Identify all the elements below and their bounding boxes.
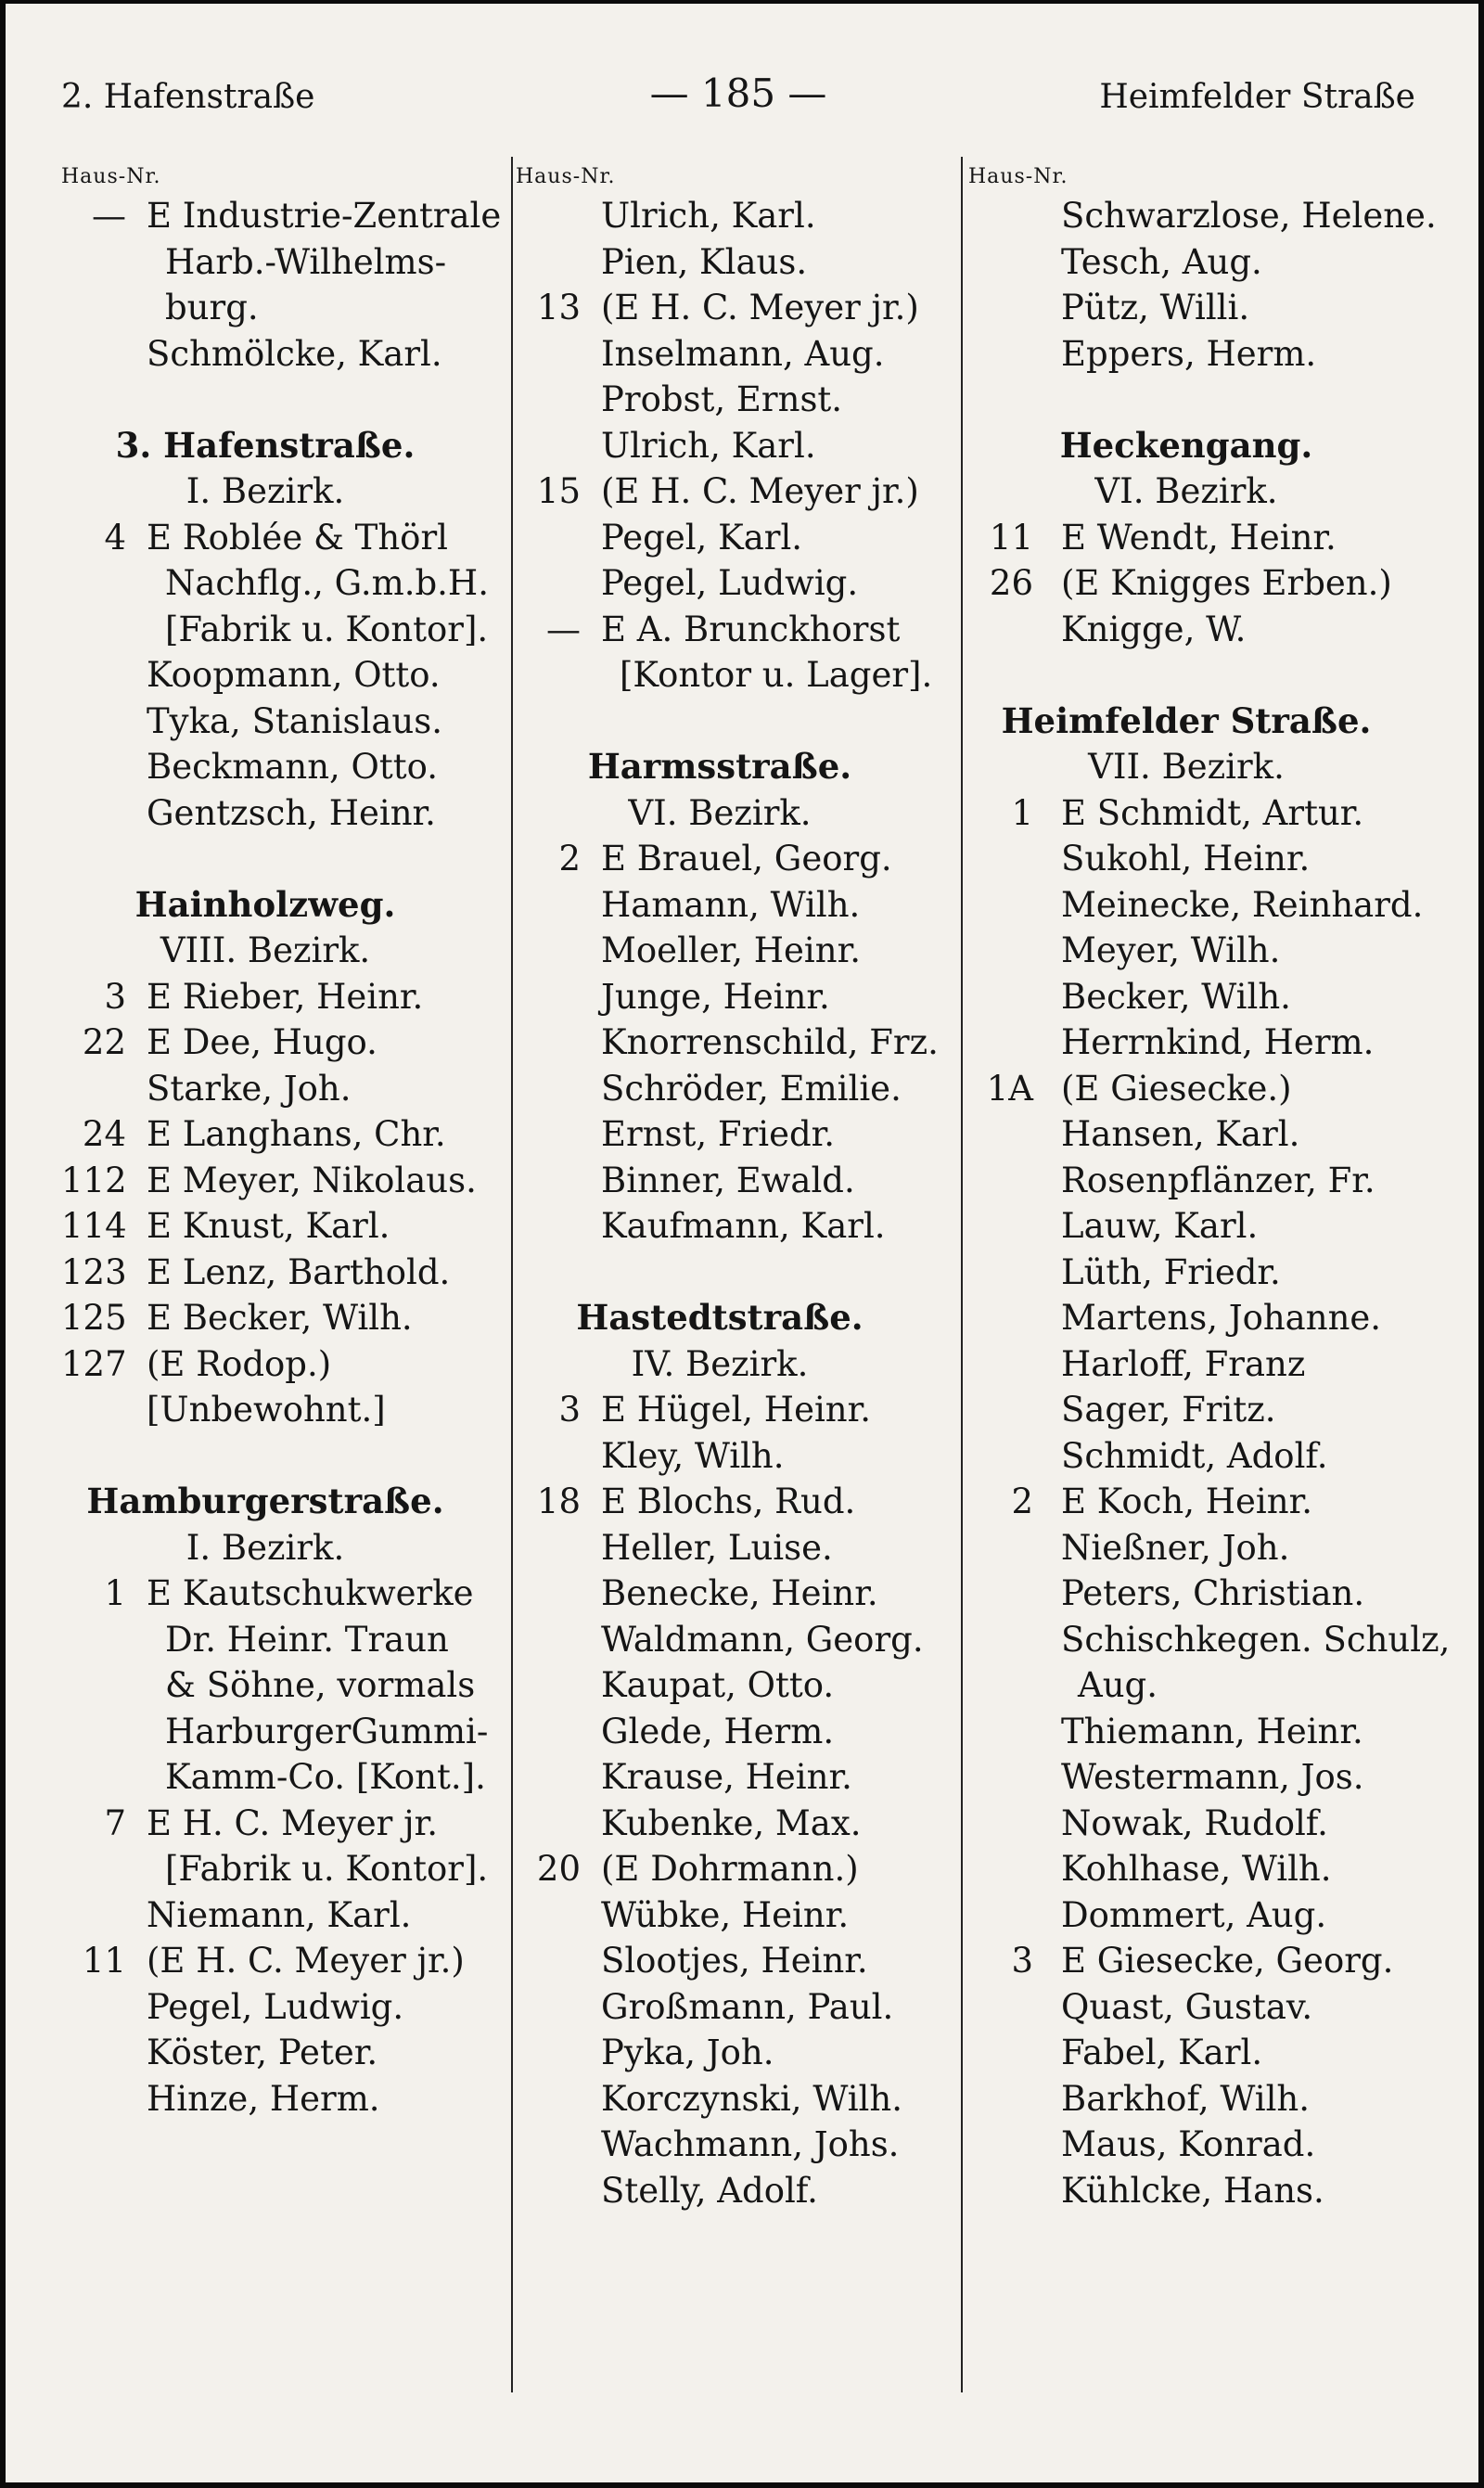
- resident-name: Pien, Klaus.: [601, 241, 808, 282]
- spacer: [968, 377, 1423, 423]
- house-number: 7: [104, 1802, 126, 1843]
- resident-name: Knigge, W.: [1061, 609, 1247, 649]
- list-item: [516, 1617, 961, 1663]
- resident-name: E Langhans, Chr.: [147, 1114, 446, 1154]
- resident-name: E Dee, Hugo.: [147, 1022, 377, 1062]
- resident-name: Sukohl, Heinr.: [1061, 839, 1311, 878]
- resident-name: E Blochs, Rud.: [601, 1481, 856, 1521]
- list-item: [61, 652, 506, 699]
- list-item: [516, 1066, 961, 1112]
- resident-name: Kamm-Co. [Kont.].: [165, 1757, 486, 1797]
- resident-name: Inselmann, Aug.: [601, 333, 885, 374]
- list-item: [516, 1892, 961, 1939]
- list-item: [968, 1571, 1423, 1617]
- house-number: 125: [61, 1298, 127, 1338]
- resident-name: Harb.-Wilhelms-: [165, 241, 447, 282]
- column-divider: [961, 157, 963, 2392]
- street-heading: [516, 1295, 961, 1341]
- list-item: [968, 331, 1423, 378]
- list-item: [968, 560, 1423, 607]
- resident-name: Hamann, Wilh.: [601, 884, 861, 925]
- resident-name: Eppers, Herm.: [1061, 333, 1317, 374]
- resident-name: Sager, Fritz.: [1061, 1390, 1276, 1430]
- resident-name: Starke, Joh.: [147, 1068, 352, 1109]
- list-item: [968, 1341, 1423, 1388]
- resident-name: Schmidt, Adolf.: [1061, 1435, 1328, 1476]
- resident-name: E Koch, Heinr.: [1061, 1481, 1312, 1521]
- house-number: —: [546, 609, 581, 649]
- house-number-heading: Haus-Nr.: [61, 165, 161, 188]
- resident-name: (E Knigges Erben.): [1061, 563, 1392, 603]
- list-item: [516, 1111, 961, 1158]
- list-item: [968, 2076, 1423, 2122]
- resident-name: E Giesecke, Georg.: [1061, 1941, 1394, 1981]
- resident-name: Köster, Peter.: [147, 2033, 378, 2072]
- list-item: [61, 1709, 506, 1755]
- resident-name: E Roblée & Thörl: [147, 517, 448, 558]
- house-number: 127: [61, 1343, 127, 1384]
- list-item: [968, 2168, 1423, 2214]
- resident-name: Wübke, Heinr.: [601, 1894, 850, 1935]
- list-item: [516, 239, 961, 286]
- list-item: [968, 1617, 1451, 1663]
- list-item: [516, 928, 961, 974]
- list-item: [61, 1984, 506, 2031]
- district-name: VII. Bezirk.: [1088, 747, 1285, 787]
- house-number: 24: [82, 1114, 126, 1154]
- list-item: [516, 468, 961, 515]
- resident-name: & Söhne, vormals: [165, 1665, 476, 1705]
- house-number: 26: [989, 563, 1033, 603]
- list-item: [516, 1938, 961, 1984]
- list-item: [968, 285, 1423, 331]
- list-item: [516, 2030, 961, 2076]
- district-label: [61, 1525, 506, 1571]
- list-item: [516, 2122, 961, 2168]
- resident-name: Tyka, Stanislaus.: [147, 700, 442, 741]
- list-item: [61, 1020, 506, 1066]
- street-name: 3. Hafenstraße.: [115, 424, 416, 466]
- header-right-street: Heimfelder Straße: [1099, 78, 1415, 116]
- list-item: [516, 515, 961, 561]
- resident-name: Niemann, Karl.: [147, 1894, 412, 1935]
- house-number: 1A: [986, 1068, 1033, 1109]
- list-item: [61, 1158, 506, 1204]
- column-divider: [511, 157, 513, 2392]
- resident-name: E Becker, Wilh.: [147, 1298, 413, 1338]
- district-name: VI. Bezirk.: [1094, 471, 1278, 511]
- resident-name: Schröder, Emilie.: [601, 1068, 902, 1109]
- list-item: [968, 1479, 1423, 1525]
- resident-name: Harloff, Franz: [1061, 1343, 1306, 1384]
- resident-name: [Kontor u. Lager].: [620, 655, 933, 695]
- list-item: [516, 331, 961, 378]
- spacer: [61, 836, 506, 882]
- district-label: [61, 928, 506, 974]
- list-item: [61, 974, 506, 1020]
- list-item: [968, 1433, 1423, 1480]
- list-item: [61, 1892, 506, 1939]
- list-item: [516, 2076, 961, 2122]
- list-item: [61, 1846, 506, 1892]
- resident-name: E A. Brunckhorst: [601, 609, 901, 649]
- resident-name: Moeller, Heinr.: [601, 930, 861, 970]
- resident-name: Kühlcke, Hans.: [1061, 2170, 1324, 2211]
- resident-name: (E Giesecke.): [1061, 1068, 1292, 1109]
- list-item: [968, 2122, 1423, 2168]
- district-label: [968, 744, 1423, 790]
- resident-name: Martens, Johanne.: [1061, 1298, 1382, 1338]
- resident-name: Knorrenschild, Frz.: [601, 1022, 939, 1062]
- resident-name: Tesch, Aug.: [1061, 241, 1262, 282]
- resident-name: Meyer, Wilh.: [1061, 930, 1281, 970]
- resident-name: Hinze, Herm.: [147, 2078, 380, 2119]
- list-item: [968, 1892, 1423, 1939]
- resident-name: E Kautschukwerke: [147, 1573, 474, 1613]
- resident-name: E Rieber, Heinr.: [147, 976, 424, 1017]
- resident-name: (E H. C. Meyer jr.): [601, 471, 919, 511]
- resident-name: Waldmann, Georg.: [601, 1619, 924, 1660]
- resident-name: E Hügel, Heinr.: [601, 1390, 872, 1430]
- entry-list: [516, 193, 961, 2213]
- list-item: [61, 560, 506, 607]
- list-item: [968, 1846, 1423, 1892]
- resident-name: Barkhof, Wilh.: [1061, 2078, 1310, 2119]
- house-number: 13: [536, 288, 581, 327]
- list-item: [968, 1662, 1423, 1709]
- resident-name: Slootjes, Heinr.: [601, 1941, 868, 1981]
- list-item: [61, 331, 506, 378]
- resident-name: Pütz, Willi.: [1061, 288, 1250, 327]
- resident-name: Maus, Konrad.: [1061, 2124, 1316, 2164]
- house-number: —: [92, 196, 126, 236]
- list-item: [968, 1525, 1423, 1571]
- list-item: [61, 607, 506, 653]
- list-item: [516, 607, 961, 653]
- spacer: [516, 699, 961, 745]
- house-number: 11: [82, 1941, 126, 1981]
- resident-name: Schwarzlose, Helene.: [1061, 196, 1437, 236]
- list-item: [61, 1203, 506, 1250]
- resident-name: Herrnkind, Herm.: [1061, 1022, 1375, 1062]
- resident-name: Koopmann, Otto.: [147, 655, 441, 695]
- district-label: [516, 790, 961, 837]
- list-item: [516, 652, 961, 699]
- resident-name: Wachmann, Johs.: [601, 2124, 900, 2164]
- list-item: [516, 1571, 961, 1617]
- list-item: [61, 1066, 506, 1112]
- resident-name: Nowak, Rudolf.: [1061, 1802, 1328, 1843]
- resident-name: Kaufmann, Karl.: [601, 1206, 886, 1246]
- resident-name: Gentzsch, Heinr.: [147, 792, 436, 833]
- resident-name: Kaupat, Otto.: [601, 1665, 835, 1705]
- resident-name: E Wendt, Heinr.: [1061, 517, 1337, 558]
- house-number: 4: [104, 517, 126, 558]
- street-heading: [968, 423, 1423, 469]
- list-item: [968, 1938, 1423, 1984]
- resident-name: burg.: [165, 288, 259, 327]
- list-item: [516, 1754, 961, 1801]
- list-item: [61, 1754, 506, 1801]
- house-number: 18: [536, 1481, 581, 1521]
- house-number: 1: [1011, 792, 1033, 833]
- entry-list: [61, 193, 506, 2122]
- list-item: [516, 423, 961, 469]
- list-item: [516, 193, 961, 239]
- list-item: [516, 1158, 961, 1204]
- list-item: [61, 1111, 506, 1158]
- resident-name: Aug.: [1078, 1665, 1158, 1705]
- resident-name: Binner, Ewald.: [601, 1160, 855, 1200]
- resident-name: Benecke, Heinr.: [601, 1573, 878, 1613]
- resident-name: E H. C. Meyer jr.: [147, 1802, 438, 1843]
- resident-name: Thiemann, Heinr.: [1061, 1711, 1363, 1751]
- list-item: [516, 1846, 961, 1892]
- page-number: — 185 —: [649, 71, 827, 116]
- list-item: [516, 836, 961, 882]
- spacer: [968, 652, 1423, 699]
- list-item: [516, 1709, 961, 1755]
- list-item: [968, 607, 1423, 653]
- house-number: 22: [82, 1022, 126, 1062]
- resident-name: E Schmidt, Artur.: [1061, 792, 1364, 833]
- spacer: [516, 1250, 961, 1296]
- list-item: [968, 1984, 1423, 2031]
- street-heading: [516, 744, 961, 790]
- list-item: [968, 1066, 1423, 1112]
- list-item: [968, 836, 1423, 882]
- street-name: Harmsstraße.: [587, 746, 852, 787]
- resident-name: Schischkegen. Schulz,: [1061, 1619, 1451, 1660]
- resident-name: Nachflg., G.m.b.H.: [165, 563, 489, 603]
- resident-name: HarburgerGummi-: [165, 1711, 489, 1751]
- resident-name: E Industrie-Zentrale: [147, 196, 502, 236]
- spacer: [61, 377, 506, 423]
- resident-name: Ulrich, Karl.: [601, 425, 816, 466]
- street-name: Heimfelder Straße.: [1001, 699, 1372, 741]
- resident-name: (E H. C. Meyer jr.): [147, 1941, 465, 1981]
- list-item: [968, 1295, 1423, 1341]
- resident-name: E Brauel, Georg.: [601, 839, 892, 878]
- list-item: [61, 1250, 506, 1296]
- resident-name: Kohlhase, Wilh.: [1061, 1849, 1332, 1889]
- house-number: 112: [61, 1160, 127, 1200]
- list-item: [968, 1709, 1423, 1755]
- house-number: 20: [536, 1849, 581, 1889]
- district-name: VI. Bezirk.: [628, 792, 812, 833]
- district-label: [516, 1341, 961, 1388]
- list-item: [61, 239, 506, 286]
- list-item: [61, 1938, 506, 1984]
- list-item: [61, 1662, 506, 1709]
- house-number: 1: [104, 1573, 126, 1613]
- resident-name: [Fabrik u. Kontor].: [165, 1849, 489, 1889]
- resident-name: (E H. C. Meyer jr.): [601, 288, 919, 327]
- resident-name: Lauw, Karl.: [1061, 1206, 1259, 1246]
- district-name: I. Bezirk.: [186, 471, 345, 511]
- list-item: [516, 1801, 961, 1847]
- list-item: [61, 1801, 506, 1847]
- street-name: Hainholzweg.: [134, 883, 396, 925]
- resident-name: Korczynski, Wilh.: [601, 2078, 902, 2119]
- district-name: VIII. Bezirk.: [160, 930, 371, 970]
- list-item: [61, 1387, 506, 1433]
- district-name: IV. Bezirk.: [631, 1343, 809, 1384]
- spacer: [61, 1433, 506, 1480]
- resident-name: Dommert, Aug.: [1061, 1894, 1327, 1935]
- list-item: [968, 239, 1423, 286]
- resident-name: E Meyer, Nikolaus.: [147, 1160, 477, 1200]
- list-item: [968, 515, 1423, 561]
- list-item: [968, 928, 1423, 974]
- list-item: [516, 1525, 961, 1571]
- house-number: 11: [989, 517, 1033, 558]
- house-number: 3: [1011, 1941, 1033, 1981]
- resident-name: Schmölcke, Karl.: [147, 333, 442, 374]
- list-item: [516, 1433, 961, 1480]
- resident-name: Probst, Ernst.: [601, 379, 843, 419]
- list-item: [61, 744, 506, 790]
- list-item: [61, 699, 506, 745]
- resident-name: Großmann, Paul.: [601, 1986, 894, 2027]
- resident-name: Kubenke, Max.: [601, 1802, 862, 1843]
- resident-name: Ulrich, Karl.: [601, 196, 816, 236]
- list-item: [968, 1158, 1423, 1204]
- list-item: [516, 1984, 961, 2031]
- resident-name: Stelly, Adolf.: [601, 2170, 818, 2211]
- list-item: [968, 193, 1437, 239]
- entry-list: [968, 193, 1451, 2213]
- district-label: [968, 468, 1423, 515]
- house-number: 3: [104, 976, 126, 1017]
- street-heading: [61, 1479, 506, 1525]
- list-item: [968, 2030, 1423, 2076]
- resident-name: Heller, Luise.: [601, 1527, 833, 1568]
- list-item: [516, 974, 961, 1020]
- resident-name: Rosenpflänzer, Fr.: [1061, 1160, 1375, 1200]
- list-item: [968, 1754, 1423, 1801]
- directory-page: [6, 4, 1478, 2482]
- house-number: 15: [536, 471, 581, 511]
- resident-name: Pegel, Ludwig.: [601, 563, 859, 603]
- house-number: 123: [61, 1251, 127, 1292]
- resident-name: Glede, Herm.: [601, 1711, 835, 1751]
- list-item: [516, 1020, 961, 1066]
- resident-name: Westermann, Jos.: [1061, 1757, 1364, 1797]
- list-item: [968, 1020, 1423, 1066]
- list-item: [61, 1617, 506, 1663]
- resident-name: Nießner, Joh.: [1061, 1527, 1290, 1568]
- resident-name: Peters, Christian.: [1061, 1573, 1365, 1613]
- list-item: [61, 1341, 506, 1388]
- page-header: [61, 71, 1415, 126]
- list-item: [516, 1203, 961, 1250]
- resident-name: Fabel, Karl.: [1061, 2033, 1263, 2072]
- resident-name: [Unbewohnt.]: [147, 1390, 386, 1430]
- resident-name: Hansen, Karl.: [1061, 1114, 1300, 1154]
- resident-name: Lüth, Friedr.: [1061, 1251, 1281, 1292]
- house-number: 3: [558, 1390, 581, 1430]
- resident-name: Meinecke, Reinhard.: [1061, 884, 1424, 925]
- district-label: [61, 468, 506, 515]
- resident-name: (E Rodop.): [147, 1343, 332, 1384]
- column-2: [516, 161, 961, 2388]
- list-item: [516, 1387, 961, 1433]
- list-item: [968, 1387, 1423, 1433]
- list-item: [516, 1662, 961, 1709]
- resident-name: Pegel, Ludwig.: [147, 1986, 404, 2027]
- list-item: [968, 790, 1423, 837]
- list-item: [516, 2168, 961, 2214]
- house-number-heading: Haus-Nr.: [968, 165, 1068, 188]
- list-item: [968, 1250, 1423, 1296]
- resident-name: [Fabrik u. Kontor].: [165, 609, 489, 649]
- resident-name: Dr. Heinr. Traun: [165, 1619, 449, 1660]
- street-heading: [968, 699, 1423, 745]
- column-1: [61, 161, 506, 2388]
- house-number-heading: Haus-Nr.: [516, 165, 616, 188]
- street-name: Heckengang.: [1059, 424, 1313, 466]
- list-item: [61, 1571, 506, 1617]
- list-item: [516, 285, 961, 331]
- list-item: [61, 515, 506, 561]
- resident-name: Ernst, Friedr.: [601, 1114, 836, 1154]
- resident-name: Junge, Heinr.: [601, 976, 830, 1017]
- resident-name: (E Dohrmann.): [601, 1849, 859, 1889]
- street-name: Hastedtstraße.: [576, 1297, 864, 1338]
- list-item: [61, 285, 506, 331]
- house-number: 2: [558, 839, 581, 878]
- resident-name: Pyka, Joh.: [601, 2033, 774, 2072]
- list-item: [61, 1295, 506, 1341]
- resident-name: Kley, Wilh.: [601, 1435, 785, 1476]
- resident-name: Krause, Heinr.: [601, 1757, 852, 1797]
- list-item: [516, 882, 961, 929]
- column-3: [968, 161, 1451, 2388]
- resident-name: E Knust, Karl.: [147, 1206, 390, 1246]
- house-number: 2: [1011, 1481, 1033, 1521]
- list-item: [968, 974, 1423, 1020]
- list-item: [61, 193, 506, 239]
- list-item: [516, 1479, 961, 1525]
- street-heading: [61, 423, 506, 469]
- list-item: [516, 560, 961, 607]
- street-heading: [61, 882, 506, 929]
- district-name: I. Bezirk.: [186, 1527, 345, 1568]
- list-item: [61, 2076, 506, 2122]
- resident-name: E Lenz, Barthold.: [147, 1251, 451, 1292]
- list-item: [968, 882, 1423, 929]
- resident-name: Beckmann, Otto.: [147, 747, 439, 787]
- list-item: [968, 1111, 1423, 1158]
- resident-name: Quast, Gustav.: [1061, 1986, 1313, 2027]
- house-number: 114: [61, 1206, 127, 1246]
- resident-name: Pegel, Karl.: [601, 517, 803, 558]
- header-left-street: 2. Hafenstraße: [61, 78, 315, 116]
- list-item: [968, 1203, 1423, 1250]
- list-item: [968, 1801, 1423, 1847]
- resident-name: Becker, Wilh.: [1061, 976, 1291, 1017]
- street-name: Hamburgerstraße.: [86, 1481, 444, 1521]
- list-item: [61, 2030, 506, 2076]
- list-item: [516, 377, 961, 423]
- list-item: [61, 790, 506, 837]
